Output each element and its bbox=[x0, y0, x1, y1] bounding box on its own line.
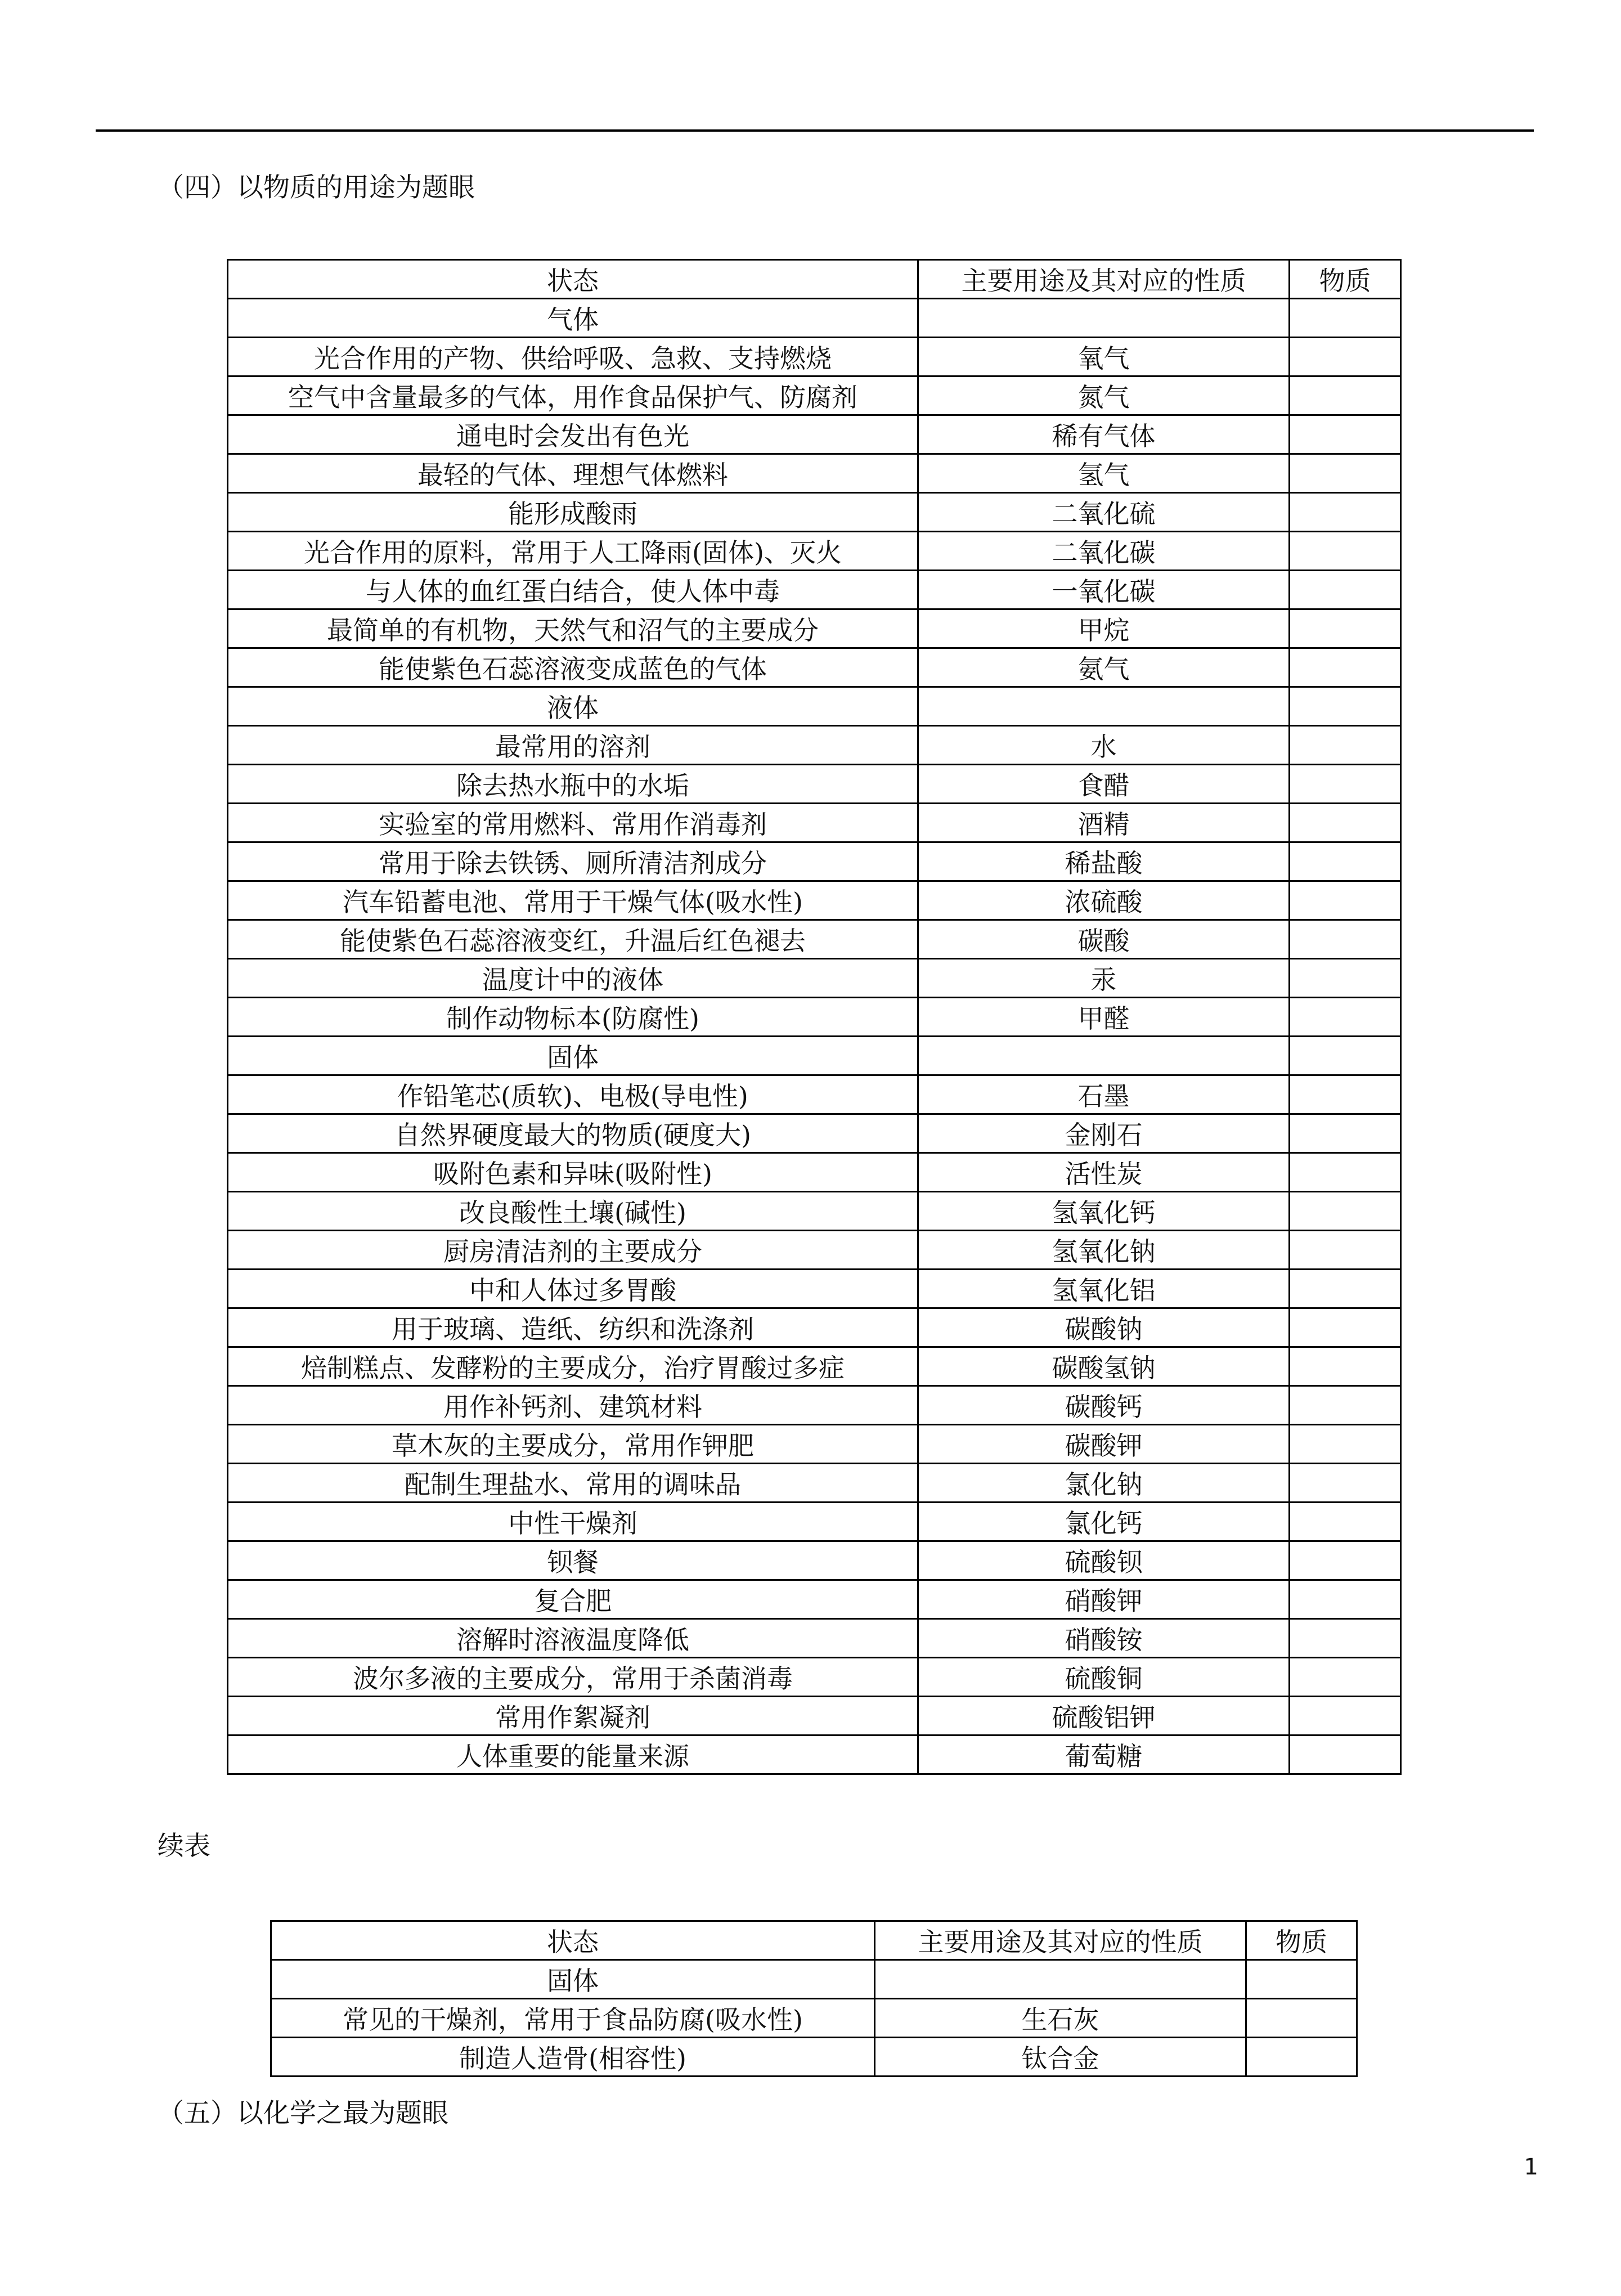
property-cell: 配制生理盐水、常用的调味品 bbox=[228, 1464, 918, 1503]
substance-cell: 酒精 bbox=[918, 804, 1290, 842]
property-cell: 除去热水瓶中的水垢 bbox=[228, 765, 918, 804]
page-number: 1 bbox=[1524, 2154, 1538, 2180]
substance-cell: 稀盐酸 bbox=[918, 842, 1290, 881]
substance-cell: 浓硫酸 bbox=[918, 881, 1290, 920]
property-cell: 用于玻璃、造纸、纺织和洗涤剂 bbox=[228, 1308, 918, 1347]
answer-cell bbox=[1290, 1658, 1401, 1697]
answer-cell bbox=[1290, 998, 1401, 1037]
answer-cell bbox=[1290, 1503, 1401, 1541]
substance-cell: 稀有气体 bbox=[918, 415, 1290, 454]
answer-cell bbox=[1290, 1192, 1401, 1231]
substance-cell: 碳酸钠 bbox=[918, 1308, 1290, 1347]
answer-cell bbox=[1290, 765, 1401, 804]
answer-cell bbox=[1290, 1425, 1401, 1464]
substance-cell: 水 bbox=[918, 726, 1290, 765]
table-row bbox=[228, 1580, 1401, 1619]
table-row bbox=[271, 1999, 1357, 2038]
property-cell: 光合作用的原料，常用于人工降雨(固体)、灭火 bbox=[228, 532, 918, 571]
property-cell: 光合作用的产物、供给呼吸、急救、支持燃烧 bbox=[228, 338, 918, 376]
substance-cell: 碳酸钙 bbox=[918, 1386, 1290, 1425]
answer-cell bbox=[1246, 1960, 1357, 1999]
table-row bbox=[228, 842, 1401, 881]
answer-cell bbox=[1290, 571, 1401, 609]
property-cell: 能使紫色石蕊溶液变红，升温后红色褪去 bbox=[228, 920, 918, 959]
table-row bbox=[228, 338, 1401, 376]
header-cell: 主要用途及其对应的性质 bbox=[918, 260, 1290, 299]
table-row bbox=[228, 532, 1401, 571]
property-cell: 复合肥 bbox=[228, 1580, 918, 1619]
table-row bbox=[228, 920, 1401, 959]
substance-cell: 氧气 bbox=[918, 338, 1290, 376]
table-row bbox=[228, 1541, 1401, 1580]
answer-cell bbox=[1290, 609, 1401, 648]
property-cell: 自然界硬度最大的物质(硬度大) bbox=[228, 1114, 918, 1153]
property-cell: 常用作絮凝剂 bbox=[228, 1697, 918, 1736]
table-row bbox=[228, 1619, 1401, 1658]
table-row bbox=[228, 1231, 1401, 1270]
property-cell: 通电时会发出有色光 bbox=[228, 415, 918, 454]
substance-cell: 氢氧化钠 bbox=[918, 1231, 1290, 1270]
answer-cell bbox=[1290, 1270, 1401, 1308]
property-cell: 钡餐 bbox=[228, 1541, 918, 1580]
property-cell: 草木灰的主要成分，常用作钾肥 bbox=[228, 1425, 918, 1464]
table-row bbox=[228, 648, 1401, 687]
substance-cell bbox=[875, 1960, 1246, 1999]
table-header-row bbox=[228, 260, 1401, 299]
property-cell: 最简单的有机物，天然气和沼气的主要成分 bbox=[228, 609, 918, 648]
table-row bbox=[228, 1270, 1401, 1308]
header-cell: 物质 bbox=[1290, 260, 1401, 299]
substance-cell: 二氧化硫 bbox=[918, 493, 1290, 532]
property-cell: 中性干燥剂 bbox=[228, 1503, 918, 1541]
answer-cell bbox=[1290, 454, 1401, 493]
answer-cell bbox=[1290, 648, 1401, 687]
property-cell: 空气中含量最多的气体，用作食品保护气、防腐剂 bbox=[228, 376, 918, 415]
property-cell: 常用于除去铁锈、厕所清洁剂成分 bbox=[228, 842, 918, 881]
answer-cell bbox=[1290, 959, 1401, 998]
table-row bbox=[228, 1192, 1401, 1231]
substance-cell: 钛合金 bbox=[875, 2038, 1246, 2077]
table-row bbox=[228, 1425, 1401, 1464]
table-row bbox=[228, 1386, 1401, 1425]
continued-table bbox=[270, 1920, 1358, 2077]
table-row bbox=[228, 1347, 1401, 1386]
header-cell: 状态 bbox=[228, 260, 918, 299]
property-cell: 焙制糕点、发酵粉的主要成分，治疗胃酸过多症 bbox=[228, 1347, 918, 1386]
property-cell: 能形成酸雨 bbox=[228, 493, 918, 532]
answer-cell bbox=[1246, 2038, 1357, 2077]
property-cell: 厨房清洁剂的主要成分 bbox=[228, 1231, 918, 1270]
table-row bbox=[228, 1308, 1401, 1347]
substance-cell: 氢气 bbox=[918, 454, 1290, 493]
table-row bbox=[228, 299, 1401, 338]
substance-cell: 甲醛 bbox=[918, 998, 1290, 1037]
substance-cell: 氨气 bbox=[918, 648, 1290, 687]
table-row bbox=[228, 1658, 1401, 1697]
answer-cell bbox=[1290, 881, 1401, 920]
substance-cell: 氯化钙 bbox=[918, 1503, 1290, 1541]
property-cell: 与人体的血红蛋白结合，使人体中毒 bbox=[228, 571, 918, 609]
substance-cell: 硫酸铜 bbox=[918, 1658, 1290, 1697]
substance-cell: 碳酸钾 bbox=[918, 1425, 1290, 1464]
table-row bbox=[228, 609, 1401, 648]
table-row bbox=[228, 804, 1401, 842]
substance-cell: 金刚石 bbox=[918, 1114, 1290, 1153]
answer-cell bbox=[1290, 1619, 1401, 1658]
table-row bbox=[228, 376, 1401, 415]
table-row bbox=[271, 1960, 1357, 1999]
substance-cell bbox=[918, 299, 1290, 338]
answer-cell bbox=[1290, 687, 1401, 726]
answer-cell bbox=[1290, 1037, 1401, 1075]
answer-cell bbox=[1290, 920, 1401, 959]
table-row bbox=[228, 454, 1401, 493]
answer-cell bbox=[1290, 1580, 1401, 1619]
answer-cell bbox=[1290, 1114, 1401, 1153]
answer-cell bbox=[1290, 1697, 1401, 1736]
property-cell: 作铅笔芯(质软)、电极(导电性) bbox=[228, 1075, 918, 1114]
table-row bbox=[271, 2038, 1357, 2077]
answer-cell bbox=[1290, 1231, 1401, 1270]
substance-cell: 氢氧化铝 bbox=[918, 1270, 1290, 1308]
answer-cell bbox=[1290, 299, 1401, 338]
substance-cell: 葡萄糖 bbox=[918, 1736, 1290, 1774]
property-cell: 能使紫色石蕊溶液变成蓝色的气体 bbox=[228, 648, 918, 687]
property-cell: 中和人体过多胃酸 bbox=[228, 1270, 918, 1308]
table-row bbox=[228, 765, 1401, 804]
substance-cell: 生石灰 bbox=[875, 1999, 1246, 2038]
table-row bbox=[228, 415, 1401, 454]
table-header-row bbox=[271, 1921, 1357, 1960]
answer-cell bbox=[1290, 726, 1401, 765]
substance-cell: 氢氧化钙 bbox=[918, 1192, 1290, 1231]
substance-cell: 氯化钠 bbox=[918, 1464, 1290, 1503]
table-row bbox=[228, 1114, 1401, 1153]
substance-cell: 硫酸钡 bbox=[918, 1541, 1290, 1580]
substance-cell: 汞 bbox=[918, 959, 1290, 998]
property-cell: 汽车铅蓄电池、常用于干燥气体(吸水性) bbox=[228, 881, 918, 920]
header-cell: 主要用途及其对应的性质 bbox=[875, 1921, 1246, 1960]
table-row bbox=[228, 1153, 1401, 1192]
table-row bbox=[228, 726, 1401, 765]
table-row bbox=[228, 493, 1401, 532]
answer-cell bbox=[1290, 493, 1401, 532]
answer-cell bbox=[1290, 1386, 1401, 1425]
continued-label: 续表 bbox=[158, 1831, 210, 1862]
answer-cell bbox=[1290, 376, 1401, 415]
table-row bbox=[228, 1075, 1401, 1114]
property-cell: 制作动物标本(防腐性) bbox=[228, 998, 918, 1037]
table-row bbox=[228, 1503, 1401, 1541]
answer-cell bbox=[1290, 1541, 1401, 1580]
property-cell: 气体 bbox=[228, 299, 918, 338]
substance-cell: 甲烷 bbox=[918, 609, 1290, 648]
answer-cell bbox=[1290, 1736, 1401, 1774]
substance-cell: 碳酸氢钠 bbox=[918, 1347, 1290, 1386]
header-cell: 状态 bbox=[271, 1921, 875, 1960]
table-row bbox=[228, 571, 1401, 609]
property-cell: 实验室的常用燃料、常用作消毒剂 bbox=[228, 804, 918, 842]
property-cell: 人体重要的能量来源 bbox=[228, 1736, 918, 1774]
answer-cell bbox=[1290, 338, 1401, 376]
table-row bbox=[228, 1697, 1401, 1736]
property-cell: 波尔多液的主要成分，常用于杀菌消毒 bbox=[228, 1658, 918, 1697]
answer-cell bbox=[1290, 842, 1401, 881]
substance-cell: 硝酸钾 bbox=[918, 1580, 1290, 1619]
table-row bbox=[228, 1464, 1401, 1503]
answer-cell bbox=[1290, 1347, 1401, 1386]
answer-cell bbox=[1290, 1308, 1401, 1347]
section-4-heading: （四）以物质的用途为题眼 bbox=[158, 172, 475, 203]
table-row bbox=[228, 998, 1401, 1037]
answer-cell bbox=[1246, 1999, 1357, 2038]
property-cell: 用作补钙剂、建筑材料 bbox=[228, 1386, 918, 1425]
substance-cell: 石墨 bbox=[918, 1075, 1290, 1114]
substance-cell: 碳酸 bbox=[918, 920, 1290, 959]
substance-cell: 食醋 bbox=[918, 765, 1290, 804]
table-row bbox=[228, 881, 1401, 920]
table-row bbox=[228, 1736, 1401, 1774]
section-5-heading: （五）以化学之最为题眼 bbox=[158, 2098, 448, 2129]
header-cell: 物质 bbox=[1246, 1921, 1357, 1960]
property-cell: 最常用的溶剂 bbox=[228, 726, 918, 765]
substance-cell: 氮气 bbox=[918, 376, 1290, 415]
substance-cell: 二氧化碳 bbox=[918, 532, 1290, 571]
table-row bbox=[228, 959, 1401, 998]
answer-cell bbox=[1290, 1075, 1401, 1114]
answer-cell bbox=[1290, 804, 1401, 842]
answer-cell bbox=[1290, 415, 1401, 454]
table-row bbox=[228, 687, 1401, 726]
substance-cell bbox=[918, 687, 1290, 726]
substance-cell: 硫酸铝钾 bbox=[918, 1697, 1290, 1736]
top-rule bbox=[96, 129, 1534, 132]
property-cell: 制造人造骨(相容性) bbox=[271, 2038, 875, 2077]
property-cell: 固体 bbox=[228, 1037, 918, 1075]
property-cell: 最轻的气体、理想气体燃料 bbox=[228, 454, 918, 493]
answer-cell bbox=[1290, 1464, 1401, 1503]
substance-cell bbox=[918, 1037, 1290, 1075]
uses-table bbox=[227, 259, 1402, 1775]
property-cell: 温度计中的液体 bbox=[228, 959, 918, 998]
property-cell: 改良酸性土壤(碱性) bbox=[228, 1192, 918, 1231]
answer-cell bbox=[1290, 532, 1401, 571]
property-cell: 常见的干燥剂，常用于食品防腐(吸水性) bbox=[271, 1999, 875, 2038]
answer-cell bbox=[1290, 1153, 1401, 1192]
table-row bbox=[228, 1037, 1401, 1075]
property-cell: 液体 bbox=[228, 687, 918, 726]
substance-cell: 活性炭 bbox=[918, 1153, 1290, 1192]
substance-cell: 一氧化碳 bbox=[918, 571, 1290, 609]
property-cell: 吸附色素和异味(吸附性) bbox=[228, 1153, 918, 1192]
property-cell: 溶解时溶液温度降低 bbox=[228, 1619, 918, 1658]
substance-cell: 硝酸铵 bbox=[918, 1619, 1290, 1658]
property-cell: 固体 bbox=[271, 1960, 875, 1999]
